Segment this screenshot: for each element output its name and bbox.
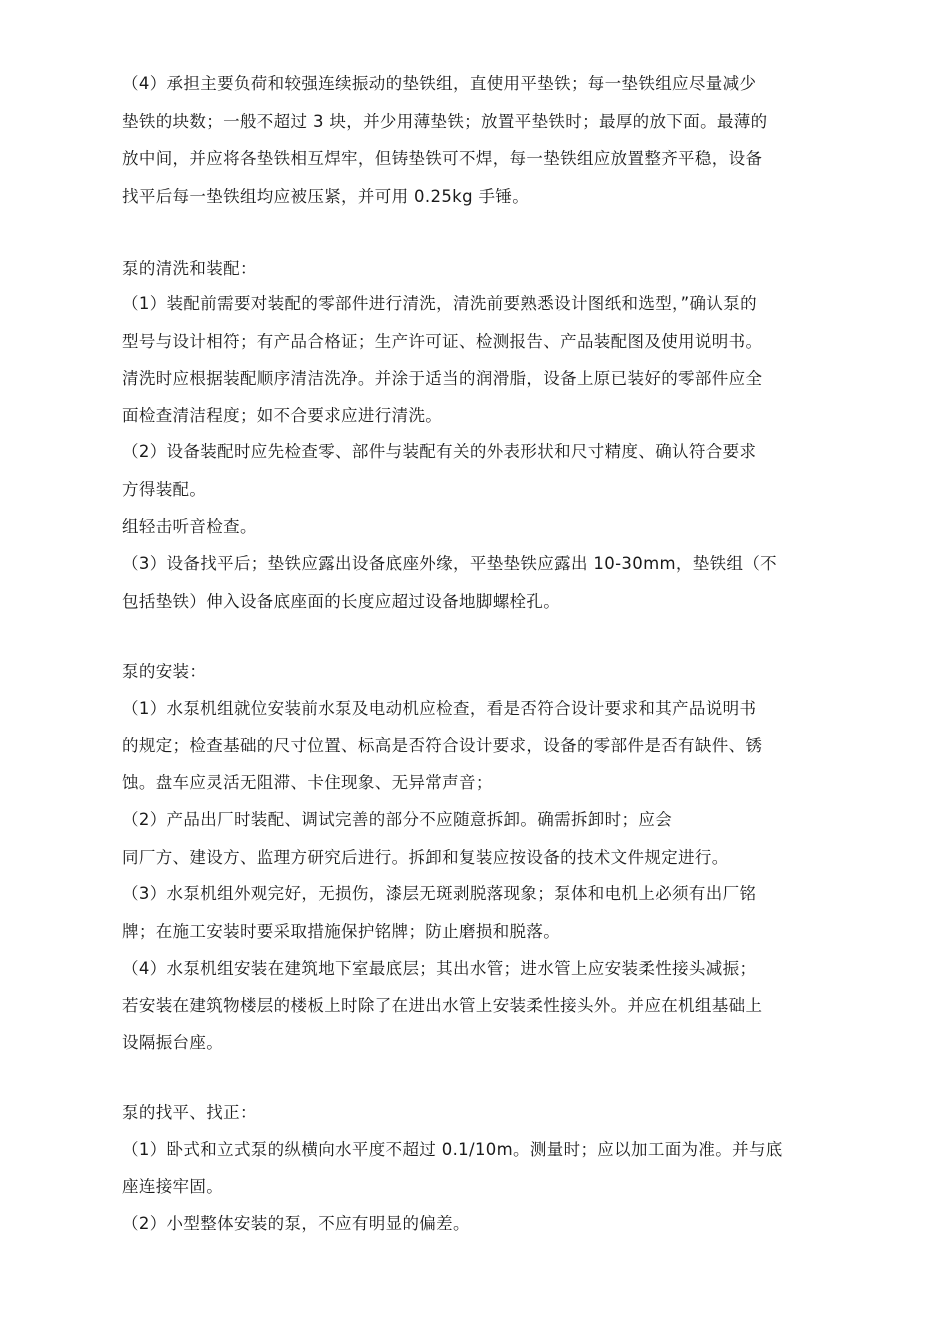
paragraph-line: （3）设备找平后；垫铁应露出设备底座外缘，平垫垫铁应露出 10-30mm，垫铁组（不: [122, 554, 778, 573]
section-heading-installation: 泵的安装：: [122, 662, 207, 681]
paragraph-line: （1）卧式和立式泵的纵横向水平度不超过 0.1/10m。测量时；应以加工面为准。并与底: [122, 1140, 783, 1159]
paragraph-line: 牌；在施工安装时要采取措施保护铭牌；防止磨损和脱落。: [122, 922, 561, 941]
paragraph-line: （3）水泵机组外观完好，无损伤，漆层无斑剥脱落现象；泵体和电机上必须有出厂铭: [122, 884, 757, 903]
paragraph-line: 面检查清洁程度；如不合要求应进行清洗。: [122, 406, 443, 425]
paragraph-line: 同厂方、建设方、监理方研究后进行。拆卸和复装应按设备的技术文件规定进行。: [122, 848, 729, 867]
section-heading-leveling: 泵的找平、找正：: [122, 1103, 257, 1122]
paragraph-line: 清洗时应根据装配顺序清洁洗净。并涂于适当的润滑脂，设备上原已装好的零部件应全: [122, 369, 763, 388]
paragraph-line: 垫铁的块数；一般不超过 3 块，并少用薄垫铁；放置平垫铁时；最厚的放下面。最薄的: [122, 112, 768, 131]
paragraph-line: （2）设备装配时应先检查零、部件与装配有关的外表形状和尺寸精度、确认符合要求: [122, 442, 757, 461]
paragraph-line: （1）水泵机组就位安装前水泵及电动机应检查，看是否符合设计要求和其产品说明书: [122, 699, 757, 718]
paragraph-line: 座连接牢固。: [122, 1177, 224, 1196]
paragraph-line: （4）水泵机组安装在建筑地下室最底层；其出水管；进水管上应安装柔性接头减振；: [122, 959, 757, 978]
paragraph-line: 设隔振台座。: [122, 1033, 224, 1052]
paragraph-line: （2）产品出厂时装配、调试完善的部分不应随意拆卸。确需拆卸时；应会: [122, 810, 673, 829]
paragraph-line: 组轻击听音检查。: [122, 517, 257, 536]
paragraph-line: 方得装配。: [122, 480, 207, 499]
paragraph-line: 型号与设计相符；有产品合格证；生产许可证、检测报告、产品装配图及使用说明书。: [122, 332, 763, 351]
paragraph-line: （2）小型整体安装的泵，不应有明显的偏差。: [122, 1214, 470, 1233]
paragraph-line: （4）承担主要负荷和较强连续振动的垫铁组，直使用平垫铁；每一垫铁组应尽量减少: [122, 74, 757, 93]
paragraph-line: 若安装在建筑物楼层的楼板上时除了在进出水管上安装柔性接头外。并应在机组基础上: [122, 996, 763, 1015]
paragraph-line: 蚀。盘车应灵活无阻滞、卡住现象、无异常声音；: [122, 773, 493, 792]
paragraph-line: 放中间，并应将各垫铁相互焊牢，但铸垫铁可不焊，每一垫铁组应放置整齐平稳，设备: [122, 149, 763, 168]
paragraph-line: 的规定；检查基础的尺寸位置、标高是否符合设计要求，设备的零部件是否有缺件、锈: [122, 736, 763, 755]
paragraph-line: （1）装配前需要对装配的零部件进行清洗，清洗前要熟悉设计图纸和选型，”确认泵的: [122, 294, 757, 313]
section-heading-cleaning: 泵的清洗和装配：: [122, 259, 257, 278]
paragraph-line: 包括垫铁）伸入设备底座面的长度应超过设备地脚螺栓孔。: [122, 592, 561, 611]
paragraph-line: 找平后每一垫铁组均应被压紧，并可用 0.25kg 手锤。: [122, 187, 530, 206]
